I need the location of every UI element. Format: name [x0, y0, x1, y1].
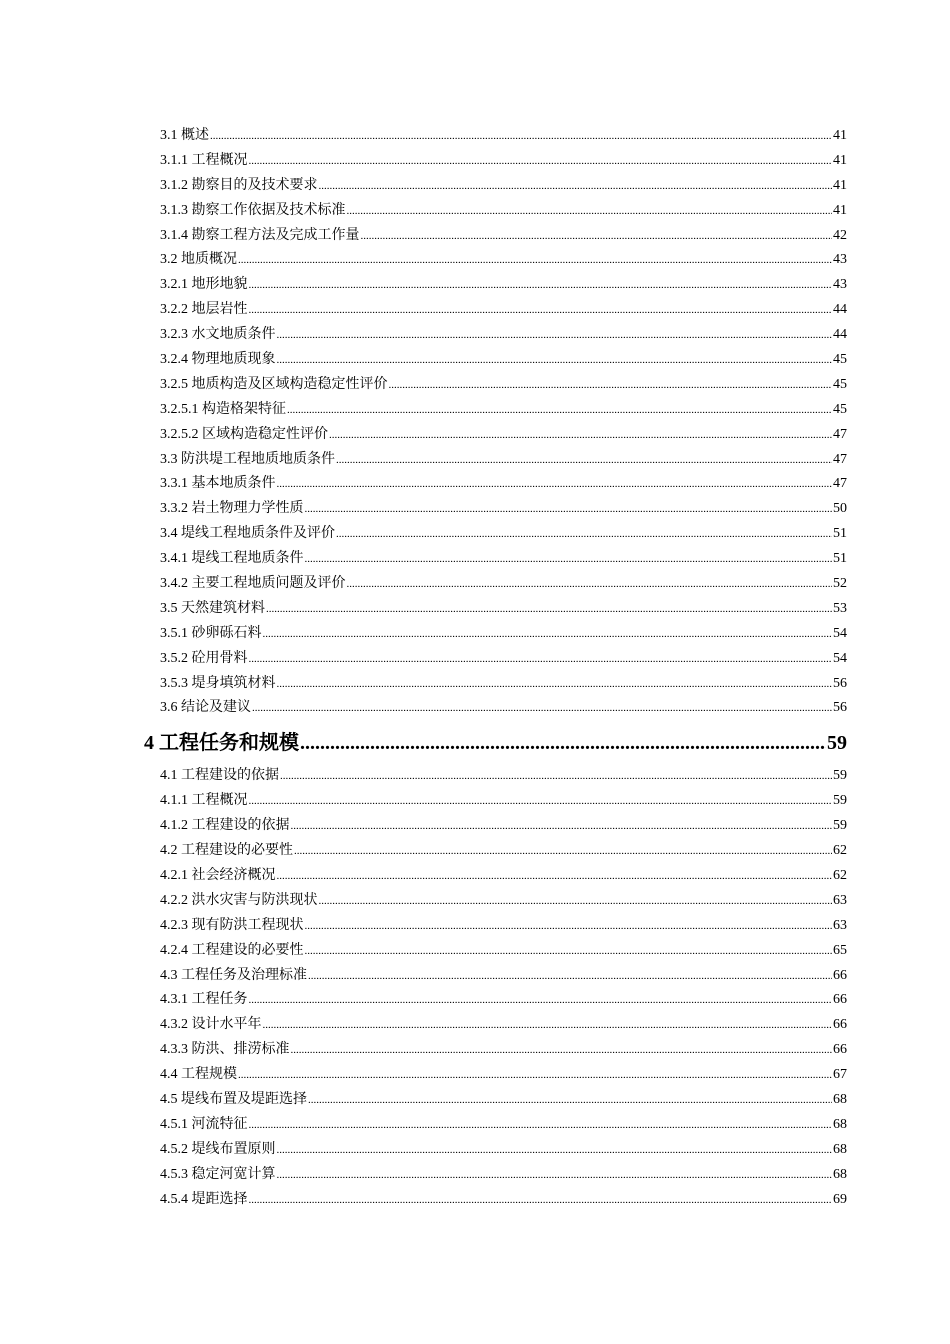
toc-entry-title: 3.2.5.2 区域构造稳定性评价: [160, 426, 328, 442]
toc-entry-page-number: 63: [833, 917, 847, 933]
toc-entry[interactable]: [160, 1038, 847, 1063]
dot-leader: [291, 814, 833, 839]
toc-entry-title: 4.5 堤线布置及堤距选择: [160, 1091, 307, 1107]
dot-leader: [266, 597, 832, 622]
dot-leader: [277, 864, 833, 889]
toc-entry-title: 3.6 结论及建议: [160, 700, 251, 716]
toc-entry-page-number: 51: [833, 526, 847, 542]
dot-leader: [238, 1063, 832, 1088]
toc-entry[interactable]: [160, 696, 847, 721]
dot-leader: [347, 199, 833, 224]
toc-entry-page-number: 43: [833, 252, 847, 268]
toc-entry-title: 3.2.1 地形地貌: [160, 277, 248, 293]
dot-leader: [294, 839, 832, 864]
toc-entry-page-number: 51: [833, 551, 847, 567]
dot-leader: [249, 1188, 833, 1213]
toc-entry-title: 3.4 堤线工程地质条件及评价: [160, 526, 335, 542]
toc-entry-page-number: 50: [833, 501, 847, 517]
toc-entry-title: 4.3.3 防洪、排涝标准: [160, 1042, 290, 1058]
dot-leader: [336, 448, 832, 473]
dot-leader: [361, 224, 833, 249]
dot-leader: [329, 423, 832, 448]
toc-entry[interactable]: [160, 149, 847, 174]
toc-entry-page-number: 68: [833, 1141, 847, 1157]
dot-leader: [287, 398, 832, 423]
dot-leader: [249, 149, 833, 174]
toc-entry[interactable]: [160, 273, 847, 298]
toc-entry-page-number: 68: [833, 1091, 847, 1107]
toc-entry-page-number: 66: [833, 967, 847, 983]
toc-entry-title: 4.2.4 工程建设的必要性: [160, 942, 304, 958]
dot-leader: [319, 174, 833, 199]
toc-entry[interactable]: [160, 1088, 847, 1113]
toc-entry-page-number: 52: [833, 576, 847, 592]
table-of-contents: [144, 124, 847, 1212]
toc-entry-title: 4.1 工程建设的依据: [160, 768, 279, 784]
toc-entry-page-number: 66: [833, 992, 847, 1008]
toc-entry-title: 4.2.3 现有防洪工程现状: [160, 917, 304, 933]
toc-entry-title: 3.2.4 物理地质现象: [160, 352, 276, 368]
toc-entry-page-number: 66: [833, 1042, 847, 1058]
toc-entry-page-number: 69: [833, 1191, 847, 1207]
toc-entry-page-number: 41: [833, 152, 847, 168]
toc-entry[interactable]: [160, 964, 847, 989]
toc-entry-page-number: 56: [833, 675, 847, 691]
toc-entry-page-number: 41: [833, 177, 847, 193]
toc-entry-page-number: 41: [833, 202, 847, 218]
toc-entry-page-number: 44: [833, 327, 847, 343]
toc-entry-page-number: 45: [833, 376, 847, 392]
toc-entry-title: 4.3 工程任务及治理标准: [160, 967, 307, 983]
toc-entry[interactable]: [160, 622, 847, 647]
dot-leader: [277, 472, 833, 497]
toc-entry-page-number: 47: [833, 476, 847, 492]
dot-leader: [389, 373, 833, 398]
dot-leader: [347, 572, 833, 597]
toc-entry[interactable]: [160, 472, 847, 497]
toc-entry-title: 4.2.1 社会经济概况: [160, 867, 276, 883]
dot-leader: [291, 1038, 833, 1063]
toc-entry[interactable]: [160, 547, 847, 572]
toc-entry-page-number: 56: [833, 700, 847, 716]
toc-entry[interactable]: [160, 1188, 847, 1213]
toc-entry-title: 3.1.2 勘察目的及技术要求: [160, 177, 318, 193]
toc-entry-title: 4.1.1 工程概况: [160, 793, 248, 809]
toc-entry-page-number: 68: [833, 1166, 847, 1182]
toc-entry[interactable]: [160, 448, 847, 473]
toc-entry[interactable]: [160, 224, 847, 249]
dot-leader: [280, 764, 832, 789]
toc-entry-title: 3.1.4 勘察工程方法及完成工作量: [160, 227, 360, 243]
toc-entry-page-number: 43: [833, 277, 847, 293]
dot-leader: [263, 622, 833, 647]
toc-entry[interactable]: [160, 522, 847, 547]
toc-entry-page-number: 54: [833, 625, 847, 641]
toc-entry-title: 3.5.1 砂卵砾石料: [160, 625, 262, 641]
toc-entry-page-number: 42: [833, 227, 847, 243]
toc-entry[interactable]: [160, 1163, 847, 1188]
toc-entry-title: 3.3.1 基本地质条件: [160, 476, 276, 492]
toc-entry-title: 4.2 工程建设的必要性: [160, 843, 293, 859]
toc-entry-page-number: 67: [833, 1067, 847, 1083]
toc-entry-title: 3.4.2 主要工程地质问题及评价: [160, 576, 346, 592]
toc-entry-page-number: 54: [833, 650, 847, 666]
dot-leader: [277, 323, 833, 348]
toc-entry-title: 4.3.1 工程任务: [160, 992, 248, 1008]
toc-entry[interactable]: [160, 839, 847, 864]
toc-entry-title: 4.1.2 工程建设的依据: [160, 818, 290, 834]
toc-entry-title: 4.5.3 稳定河宽计算: [160, 1166, 276, 1182]
toc-entry-page-number: 59: [827, 732, 847, 755]
toc-entry-title: 3.1.3 勘察工作依据及技术标准: [160, 202, 346, 218]
toc-entry[interactable]: [160, 423, 847, 448]
dot-leader: [277, 672, 833, 697]
toc-entry[interactable]: [160, 348, 847, 373]
dot-leader: [249, 647, 833, 672]
toc-entry[interactable]: [160, 174, 847, 199]
toc-entry-title: 3.2.5 地质构造及区域构造稳定性评价: [160, 376, 388, 392]
dot-leader: [249, 273, 833, 298]
toc-entry[interactable]: [160, 373, 847, 398]
toc-entry[interactable]: [160, 914, 847, 939]
toc-entry-page-number: 68: [833, 1116, 847, 1132]
dot-leader: [308, 1088, 832, 1113]
toc-entry-title: 4.3.2 设计水平年: [160, 1017, 262, 1033]
toc-entry-title: 3.5 天然建筑材料: [160, 600, 265, 616]
toc-entry[interactable]: [160, 323, 847, 348]
toc-entry-page-number: 47: [833, 451, 847, 467]
toc-entry-page-number: 65: [833, 942, 847, 958]
toc-entry[interactable]: [160, 814, 847, 839]
toc-entry-title: 4.4 工程规模: [160, 1067, 237, 1083]
dot-leader: [238, 248, 832, 273]
dot-leader: [210, 124, 832, 149]
dot-leader: [277, 1163, 833, 1188]
toc-entry-title: 3.2.5.1 构造格架特征: [160, 401, 286, 417]
toc-entry[interactable]: [160, 864, 847, 889]
dot-leader: [277, 348, 833, 373]
toc-entry-title: 4 工程任务和规模: [144, 732, 299, 755]
dot-leader: [252, 696, 832, 721]
toc-entry-title: 4.2.2 洪水灾害与防洪现状: [160, 892, 318, 908]
toc-entry-page-number: 59: [833, 793, 847, 809]
toc-entry-page-number: 59: [833, 818, 847, 834]
dot-leader: [305, 547, 833, 572]
dot-leader: [319, 889, 833, 914]
toc-entry[interactable]: [160, 1013, 847, 1038]
toc-entry[interactable]: [160, 672, 847, 697]
toc-entry-title: 3.2 地质概况: [160, 252, 237, 268]
toc-entry[interactable]: [160, 1063, 847, 1088]
dot-leader: [249, 789, 833, 814]
dot-leader: [305, 939, 833, 964]
toc-entry[interactable]: [160, 939, 847, 964]
dot-leader: [249, 988, 833, 1013]
toc-entry-page-number: 53: [833, 600, 847, 616]
toc-entry-title: 3.1.1 工程概况: [160, 152, 248, 168]
toc-entry-page-number: 66: [833, 1017, 847, 1033]
toc-entry-title: 3.2.3 水文地质条件: [160, 327, 276, 343]
toc-entry[interactable]: [160, 398, 847, 423]
toc-entry[interactable]: [160, 1138, 847, 1163]
toc-chapter-heading[interactable]: [144, 724, 847, 762]
toc-entry-title: 4.5.2 堤线布置原则: [160, 1141, 276, 1157]
toc-entry-title: 3.2.2 地层岩性: [160, 302, 248, 318]
toc-entry-page-number: 47: [833, 426, 847, 442]
toc-entry-page-number: 63: [833, 892, 847, 908]
toc-entry-title: 3.3.2 岩土物理力学性质: [160, 501, 304, 517]
toc-entry[interactable]: [160, 124, 847, 149]
toc-entry[interactable]: [160, 764, 847, 789]
toc-entry-page-number: 62: [833, 867, 847, 883]
toc-entry[interactable]: [160, 199, 847, 224]
toc-entry-title: 3.1 概述: [160, 128, 209, 143]
dot-leader: [249, 298, 833, 323]
toc-entry[interactable]: [160, 298, 847, 323]
dot-leader: [300, 724, 826, 762]
dot-leader: [308, 964, 832, 989]
toc-entry-page-number: 41: [833, 128, 847, 143]
toc-entry-title: 3.5.2 砼用骨料: [160, 650, 248, 666]
toc-entry-page-number: 44: [833, 302, 847, 318]
dot-leader: [277, 1138, 833, 1163]
toc-entry-page-number: 62: [833, 843, 847, 859]
dot-leader: [336, 522, 832, 547]
toc-entry-title: 4.5.1 河流特征: [160, 1116, 248, 1132]
dot-leader: [305, 497, 833, 522]
toc-entry[interactable]: [160, 497, 847, 522]
toc-entry[interactable]: [160, 248, 847, 273]
toc-entry[interactable]: [160, 1113, 847, 1138]
dot-leader: [263, 1013, 833, 1038]
toc-entry[interactable]: [160, 789, 847, 814]
toc-entry[interactable]: [160, 988, 847, 1013]
toc-entry[interactable]: [160, 647, 847, 672]
toc-entry-title: 4.5.4 堤距选择: [160, 1191, 248, 1207]
toc-entry[interactable]: [160, 889, 847, 914]
toc-entry-page-number: 45: [833, 352, 847, 368]
dot-leader: [249, 1113, 833, 1138]
dot-leader: [305, 914, 833, 939]
toc-entry[interactable]: [160, 572, 847, 597]
toc-entry-page-number: 59: [833, 768, 847, 784]
toc-entry-title: 3.4.1 堤线工程地质条件: [160, 551, 304, 567]
toc-entry-title: 3.3 防洪堤工程地质地质条件: [160, 451, 335, 467]
toc-entry-page-number: 45: [833, 401, 847, 417]
toc-entry[interactable]: [160, 597, 847, 622]
toc-entry-title: 3.5.3 堤身填筑材料: [160, 675, 276, 691]
